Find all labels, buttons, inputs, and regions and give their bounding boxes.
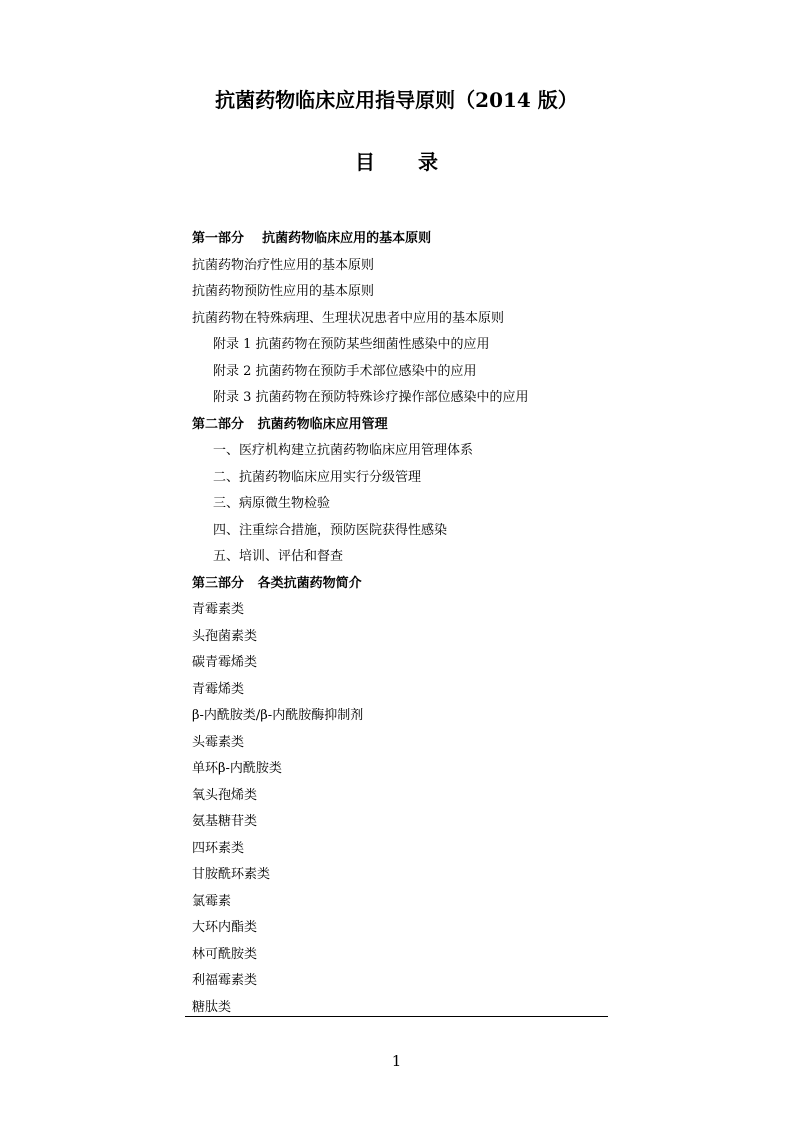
toc-entry[interactable]: 三、病原微生物检验 <box>213 496 331 511</box>
toc-part-heading[interactable]: 第二部分 抗菌药物临床应用管理 <box>192 416 388 432</box>
toc-entry[interactable]: 林可酰胺类 <box>192 946 258 962</box>
toc-entry[interactable]: 甘胺酰环素类 <box>192 867 271 882</box>
toc-heading: 目 录 <box>355 150 456 174</box>
toc-entry[interactable]: 附录 1 抗菌药物在预防某些细菌性感染中的应用 <box>213 337 490 352</box>
toc-part-heading[interactable]: 第三部分 各类抗菌药物简介 <box>192 575 362 591</box>
toc-entry[interactable]: 头霉素类 <box>192 734 245 750</box>
toc-entry[interactable]: 五、培训、评估和督查 <box>213 549 344 564</box>
toc-entry[interactable]: 氯霉素 <box>192 893 232 909</box>
toc-entry[interactable]: 头孢菌素类 <box>192 628 258 644</box>
toc-entry[interactable]: 抗菌药物预防性应用的基本原则 <box>192 284 375 299</box>
page-number: 1 <box>391 1052 402 1070</box>
toc-entry[interactable]: 氧头孢烯类 <box>192 787 258 803</box>
toc-entry[interactable]: 附录 3 抗菌药物在预防特殊诊疗操作部位感染中的应用 <box>213 390 529 405</box>
toc-entry[interactable]: 二、抗菌药物临床应用实行分级管理 <box>213 469 422 485</box>
toc-entry[interactable]: 利福霉素类 <box>192 973 258 988</box>
table-of-contents <box>192 226 612 1021</box>
toc-entry[interactable]: 单环β-内酰胺类 <box>192 761 282 776</box>
toc-entry[interactable]: 抗菌药物治疗性应用的基本原则 <box>192 257 375 273</box>
toc-entry[interactable]: 糖肽类 <box>192 999 232 1015</box>
toc-entry[interactable]: β-内酰胺类/β-内酰胺酶抑制剂 <box>192 708 364 723</box>
toc-entry[interactable]: 青霉烯类 <box>192 681 245 697</box>
footer-divider <box>185 1016 608 1017</box>
toc-entry[interactable]: 附录 2 抗菌药物在预防手术部位感染中的应用 <box>213 363 477 379</box>
toc-entry[interactable]: 大环内酯类 <box>192 920 258 935</box>
toc-entry[interactable]: 一、医疗机构建立抗菌药物临床应用管理体系 <box>213 443 474 458</box>
toc-entry[interactable]: 碳青霉烯类 <box>192 655 258 670</box>
toc-entry[interactable]: 氨基糖苷类 <box>192 814 258 829</box>
toc-entry[interactable]: 青霉素类 <box>192 602 245 617</box>
toc-entry[interactable]: 四、注重综合措施，预防医院获得性感染 <box>213 522 448 538</box>
toc-entry[interactable]: 四环素类 <box>192 840 245 856</box>
toc-entry[interactable]: 抗菌药物在特殊病理、生理状况患者中应用的基本原则 <box>192 310 505 326</box>
document-title: 抗菌药物临床应用指导原则（2014 版） <box>215 88 578 112</box>
toc-part-heading[interactable]: 第一部分 抗菌药物临床应用的基本原则 <box>192 231 432 246</box>
